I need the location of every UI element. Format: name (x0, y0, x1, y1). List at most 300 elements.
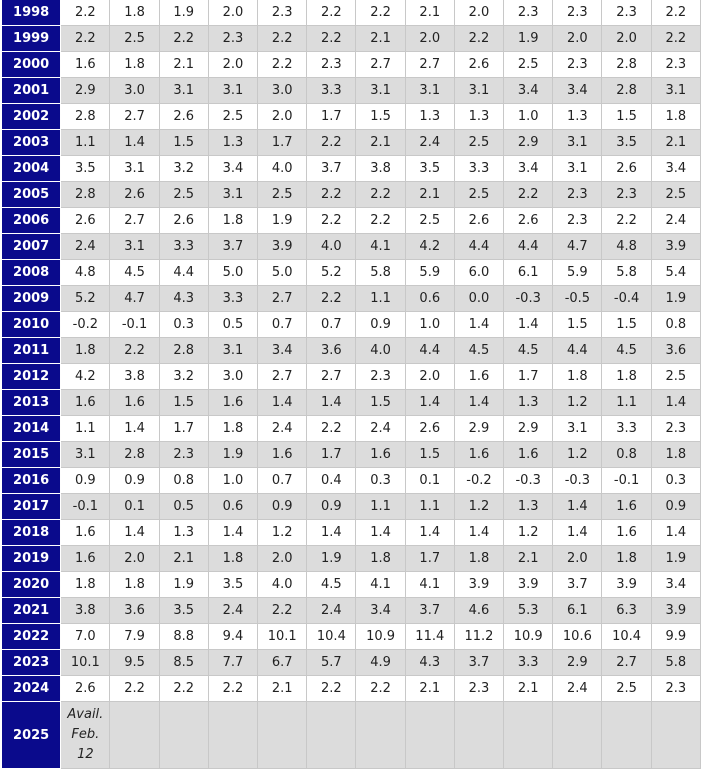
month-value-cell: 1.5 (356, 390, 405, 416)
table-row (2, 468, 701, 494)
table-row (2, 416, 701, 442)
month-value-cell: 4.6 (454, 598, 503, 624)
table-row (2, 676, 701, 702)
month-value-cell: 2.2 (307, 182, 356, 208)
month-value-cell: 2.3 (553, 208, 602, 234)
table-row (2, 156, 701, 182)
annual-value-cell: 2.5 (651, 182, 700, 208)
month-value-cell: 2.8 (602, 78, 651, 104)
table-row (2, 312, 701, 338)
year-cell: 2023 (2, 650, 61, 676)
month-value-cell: 1.0 (504, 104, 553, 130)
month-value-cell: 2.2 (307, 0, 356, 26)
year-cell: 2017 (2, 494, 61, 520)
month-value-cell: 2.2 (307, 676, 356, 702)
month-value-cell: 2.4 (61, 234, 110, 260)
year-cell: 2002 (2, 104, 61, 130)
month-value-cell: 1.2 (553, 390, 602, 416)
month-value-cell: 2.8 (159, 338, 208, 364)
availability-note-line: Feb. (71, 727, 100, 742)
month-value-cell: 1.6 (602, 494, 651, 520)
annual-value-cell: 3.4 (651, 156, 700, 182)
month-value-cell: 4.7 (553, 234, 602, 260)
month-value-cell: 6.7 (258, 650, 307, 676)
month-value-cell: 5.9 (405, 260, 454, 286)
month-value-cell: 10.4 (602, 624, 651, 650)
month-value-cell: 1.3 (208, 130, 257, 156)
annual-value-cell: 1.4 (651, 520, 700, 546)
month-value-cell: 2.0 (602, 26, 651, 52)
annual-value-cell: 2.3 (651, 676, 700, 702)
year-cell: 2003 (2, 130, 61, 156)
month-value-cell: 1.3 (454, 104, 503, 130)
annual-value-cell: 3.4 (651, 572, 700, 598)
month-value-cell: 2.5 (208, 104, 257, 130)
month-value-cell: 1.4 (307, 520, 356, 546)
month-value-cell: 3.1 (61, 442, 110, 468)
month-value-cell: 1.3 (159, 520, 208, 546)
month-value-cell: 2.1 (356, 130, 405, 156)
year-cell: 2007 (2, 234, 61, 260)
table-row (2, 520, 701, 546)
table-row (2, 0, 701, 26)
month-value-cell: 1.2 (258, 520, 307, 546)
month-value-cell: 1.8 (356, 546, 405, 572)
month-value-cell: 2.4 (553, 676, 602, 702)
month-value-cell: 1.1 (405, 494, 454, 520)
month-value-cell: 1.4 (454, 312, 503, 338)
month-value-cell: 1.9 (258, 208, 307, 234)
month-value-cell: 2.5 (504, 52, 553, 78)
month-value-cell: 10.1 (61, 650, 110, 676)
month-value-cell: 2.1 (159, 546, 208, 572)
month-value-cell: 2.8 (61, 182, 110, 208)
month-value-cell: 1.9 (159, 0, 208, 26)
month-value-cell: 1.5 (553, 312, 602, 338)
table-row (2, 260, 701, 286)
month-value-cell: 1.5 (159, 130, 208, 156)
annual-value-cell: 1.9 (651, 286, 700, 312)
month-value-cell: 2.2 (307, 130, 356, 156)
year-cell: 2021 (2, 598, 61, 624)
month-value-cell: 2.3 (602, 182, 651, 208)
month-value-cell: 1.0 (208, 468, 257, 494)
table-row (2, 364, 701, 390)
month-value-cell: 3.1 (405, 78, 454, 104)
month-value-cell: 3.4 (356, 598, 405, 624)
month-value-cell: 10.9 (504, 624, 553, 650)
month-value-cell: 1.9 (159, 572, 208, 598)
month-value-cell: 5.0 (208, 260, 257, 286)
month-value-cell: 2.0 (553, 26, 602, 52)
table-row (2, 546, 701, 572)
table-row (2, 52, 701, 78)
month-value-cell: 1.1 (602, 390, 651, 416)
month-value-cell: 11.2 (454, 624, 503, 650)
annual-value-cell: 3.1 (651, 78, 700, 104)
month-value-cell: 7.9 (110, 624, 159, 650)
month-value-cell: 7.7 (208, 650, 257, 676)
month-value-cell: 3.4 (504, 78, 553, 104)
month-value-cell: 4.4 (454, 234, 503, 260)
month-value-cell: 2.5 (159, 182, 208, 208)
month-value-cell: 2.6 (504, 208, 553, 234)
month-value-cell: 3.3 (208, 286, 257, 312)
table-row (2, 494, 701, 520)
month-value-cell: 2.6 (602, 156, 651, 182)
month-value-cell: 1.6 (258, 442, 307, 468)
month-value-cell: 2.2 (61, 0, 110, 26)
month-value-cell: 3.6 (110, 598, 159, 624)
month-value-cell: 1.6 (61, 546, 110, 572)
month-value-cell: 2.1 (504, 676, 553, 702)
month-value-cell: 1.4 (110, 130, 159, 156)
month-value-cell: 3.5 (405, 156, 454, 182)
month-value-cell: 2.6 (405, 416, 454, 442)
month-value-cell: 3.5 (208, 572, 257, 598)
month-value-cell: 1.9 (504, 26, 553, 52)
month-value-cell: 0.1 (110, 494, 159, 520)
year-cell: 2012 (2, 364, 61, 390)
availability-note-line: Avail. (67, 707, 104, 722)
month-value-cell: 2.7 (110, 208, 159, 234)
month-value-cell: 2.2 (356, 208, 405, 234)
month-value-cell: 1.1 (61, 130, 110, 156)
month-value-cell: 1.6 (454, 364, 503, 390)
month-value-cell: 1.8 (208, 208, 257, 234)
month-value-cell: 1.1 (356, 286, 405, 312)
table-row (2, 624, 701, 650)
month-value-cell: 2.4 (307, 598, 356, 624)
month-value-cell: 2.7 (258, 286, 307, 312)
month-value-cell: -0.2 (454, 468, 503, 494)
month-value-cell: 0.9 (61, 468, 110, 494)
month-value-cell: 2.9 (504, 130, 553, 156)
month-value-cell: 7.0 (61, 624, 110, 650)
month-value-cell: 2.3 (504, 0, 553, 26)
month-value-cell: 1.1 (356, 494, 405, 520)
month-value-cell: 2.2 (307, 208, 356, 234)
month-value-cell: 3.1 (110, 234, 159, 260)
month-value-cell: 2.1 (258, 676, 307, 702)
year-cell: 2001 (2, 78, 61, 104)
month-value-cell: 0.4 (307, 468, 356, 494)
month-value-cell: 5.9 (553, 260, 602, 286)
month-value-cell: 3.9 (602, 572, 651, 598)
month-value-cell: 2.5 (454, 182, 503, 208)
month-value-cell: 3.4 (258, 338, 307, 364)
empty-cell (454, 702, 503, 769)
month-value-cell: 1.8 (110, 52, 159, 78)
annual-value-cell: 3.9 (651, 598, 700, 624)
annual-value-cell: 9.9 (651, 624, 700, 650)
month-value-cell: 2.6 (110, 182, 159, 208)
table-row (2, 130, 701, 156)
empty-cell (159, 702, 208, 769)
month-value-cell: 1.8 (110, 572, 159, 598)
month-value-cell: 3.7 (553, 572, 602, 598)
month-value-cell: 10.6 (553, 624, 602, 650)
month-value-cell: 2.7 (356, 52, 405, 78)
month-value-cell: 2.9 (504, 416, 553, 442)
annual-value-cell: 2.2 (651, 0, 700, 26)
month-value-cell: 2.2 (307, 416, 356, 442)
table-row (2, 650, 701, 676)
month-value-cell: 6.1 (504, 260, 553, 286)
month-value-cell: 2.9 (553, 650, 602, 676)
month-value-cell: 1.4 (553, 520, 602, 546)
month-value-cell: 1.3 (504, 494, 553, 520)
month-value-cell: 2.3 (602, 0, 651, 26)
empty-cell (553, 702, 602, 769)
empty-cell (258, 702, 307, 769)
annual-value-cell: 2.2 (651, 26, 700, 52)
month-value-cell: 4.5 (110, 260, 159, 286)
month-value-cell: 2.2 (110, 338, 159, 364)
empty-cell (504, 702, 553, 769)
annual-value-cell: 2.3 (651, 52, 700, 78)
month-value-cell: 2.1 (405, 0, 454, 26)
month-value-cell: 5.2 (61, 286, 110, 312)
annual-value-cell: 2.4 (651, 208, 700, 234)
month-value-cell: 2.6 (159, 104, 208, 130)
table-row (2, 338, 701, 364)
month-value-cell: 5.8 (602, 260, 651, 286)
month-value-cell: 1.6 (454, 442, 503, 468)
year-cell: 2011 (2, 338, 61, 364)
month-value-cell: 1.4 (208, 520, 257, 546)
month-value-cell: 2.3 (553, 0, 602, 26)
month-value-cell: 3.1 (553, 156, 602, 182)
month-value-cell: 3.7 (405, 598, 454, 624)
month-value-cell: 2.6 (454, 208, 503, 234)
month-value-cell: 4.4 (553, 338, 602, 364)
year-cell: 2005 (2, 182, 61, 208)
month-value-cell: 4.8 (602, 234, 651, 260)
month-value-cell: 2.3 (307, 52, 356, 78)
month-value-cell: 3.1 (208, 78, 257, 104)
month-value-cell: 1.7 (258, 130, 307, 156)
month-value-cell: 2.1 (405, 182, 454, 208)
month-value-cell: 2.3 (553, 52, 602, 78)
month-value-cell: 3.9 (504, 572, 553, 598)
month-value-cell: 3.6 (307, 338, 356, 364)
month-value-cell: 2.0 (405, 26, 454, 52)
month-value-cell: 2.0 (110, 546, 159, 572)
month-value-cell: 4.1 (356, 234, 405, 260)
month-value-cell: 2.2 (208, 676, 257, 702)
month-value-cell: 2.0 (208, 52, 257, 78)
month-value-cell: 1.8 (454, 546, 503, 572)
annual-value-cell: 0.8 (651, 312, 700, 338)
month-value-cell: 4.9 (356, 650, 405, 676)
month-value-cell: 2.1 (504, 546, 553, 572)
month-value-cell: 3.0 (110, 78, 159, 104)
month-value-cell: 2.8 (61, 104, 110, 130)
month-value-cell: 2.8 (602, 52, 651, 78)
year-cell: 2004 (2, 156, 61, 182)
year-cell: 2013 (2, 390, 61, 416)
month-value-cell: 1.5 (602, 312, 651, 338)
month-value-cell: 2.5 (454, 130, 503, 156)
month-value-cell: 0.9 (110, 468, 159, 494)
empty-cell (405, 702, 454, 769)
month-value-cell: 1.4 (110, 520, 159, 546)
annual-value-cell: 5.4 (651, 260, 700, 286)
year-cell: 2025 (2, 702, 61, 769)
month-value-cell: 3.7 (307, 156, 356, 182)
month-value-cell: 1.3 (553, 104, 602, 130)
month-value-cell: 2.2 (159, 26, 208, 52)
month-value-cell: 2.4 (258, 416, 307, 442)
annual-value-cell: 5.8 (651, 650, 700, 676)
month-value-cell: 1.7 (159, 416, 208, 442)
empty-cell (651, 702, 700, 769)
month-value-cell: 1.9 (208, 442, 257, 468)
month-value-cell: 1.4 (258, 390, 307, 416)
month-value-cell: 3.3 (159, 234, 208, 260)
month-value-cell: 2.3 (356, 364, 405, 390)
month-value-cell: 2.7 (110, 104, 159, 130)
month-value-cell: 10.4 (307, 624, 356, 650)
month-value-cell: 2.3 (553, 182, 602, 208)
year-cell: 1998 (2, 0, 61, 26)
month-value-cell: 2.2 (356, 0, 405, 26)
month-value-cell: 1.3 (504, 390, 553, 416)
year-cell: 2020 (2, 572, 61, 598)
month-value-cell: 3.1 (208, 338, 257, 364)
month-value-cell: 4.4 (504, 234, 553, 260)
table-row (2, 234, 701, 260)
month-value-cell: 2.0 (454, 0, 503, 26)
month-value-cell: 2.2 (258, 26, 307, 52)
availability-note (61, 702, 110, 769)
month-value-cell: 1.8 (602, 364, 651, 390)
month-value-cell: 6.1 (553, 598, 602, 624)
month-value-cell: 2.0 (258, 104, 307, 130)
month-value-cell: 4.5 (602, 338, 651, 364)
month-value-cell: 2.4 (208, 598, 257, 624)
empty-cell (307, 702, 356, 769)
annual-value-cell: 1.4 (651, 390, 700, 416)
month-value-cell: 1.7 (307, 104, 356, 130)
month-value-cell: 1.4 (356, 520, 405, 546)
month-value-cell: 0.7 (307, 312, 356, 338)
month-value-cell: 2.2 (356, 182, 405, 208)
month-value-cell: 0.1 (405, 468, 454, 494)
table-row (2, 182, 701, 208)
inflation-rate-table (1, 0, 701, 769)
month-value-cell: 3.1 (553, 416, 602, 442)
month-value-cell: 2.6 (61, 208, 110, 234)
month-value-cell: 2.3 (208, 26, 257, 52)
month-value-cell: 3.4 (208, 156, 257, 182)
year-cell: 2006 (2, 208, 61, 234)
year-cell: 2016 (2, 468, 61, 494)
year-cell: 2015 (2, 442, 61, 468)
month-value-cell: 2.3 (454, 676, 503, 702)
table-row (2, 572, 701, 598)
month-value-cell: 2.4 (405, 130, 454, 156)
month-value-cell: 0.5 (208, 312, 257, 338)
month-value-cell: 2.6 (61, 676, 110, 702)
month-value-cell: -0.3 (504, 468, 553, 494)
month-value-cell: 3.8 (110, 364, 159, 390)
month-value-cell: -0.2 (61, 312, 110, 338)
month-value-cell: 1.5 (602, 104, 651, 130)
month-value-cell: 4.5 (504, 338, 553, 364)
month-value-cell: 4.1 (356, 572, 405, 598)
month-value-cell: 8.8 (159, 624, 208, 650)
table-row (2, 208, 701, 234)
annual-value-cell: 2.1 (651, 130, 700, 156)
month-value-cell: 1.7 (405, 546, 454, 572)
table-row (2, 390, 701, 416)
table-row (2, 702, 701, 769)
month-value-cell: 1.5 (356, 104, 405, 130)
month-value-cell: 0.7 (258, 312, 307, 338)
month-value-cell: 5.0 (258, 260, 307, 286)
month-value-cell: 3.8 (61, 598, 110, 624)
table-row (2, 442, 701, 468)
month-value-cell: 3.1 (110, 156, 159, 182)
month-value-cell: 1.6 (356, 442, 405, 468)
month-value-cell: 3.0 (208, 364, 257, 390)
table-row (2, 104, 701, 130)
month-value-cell: 1.8 (602, 546, 651, 572)
month-value-cell: 3.2 (159, 364, 208, 390)
month-value-cell: 2.2 (258, 52, 307, 78)
month-value-cell: 1.8 (208, 546, 257, 572)
month-value-cell: 4.5 (454, 338, 503, 364)
month-value-cell: 0.6 (208, 494, 257, 520)
month-value-cell: 1.7 (504, 364, 553, 390)
month-value-cell: 2.5 (405, 208, 454, 234)
month-value-cell: 4.2 (405, 234, 454, 260)
annual-value-cell: 3.6 (651, 338, 700, 364)
month-value-cell: -0.1 (602, 468, 651, 494)
month-value-cell: 0.6 (405, 286, 454, 312)
month-value-cell: 9.4 (208, 624, 257, 650)
month-value-cell: 3.5 (61, 156, 110, 182)
month-value-cell: 4.8 (61, 260, 110, 286)
month-value-cell: 2.1 (356, 26, 405, 52)
year-cell: 2009 (2, 286, 61, 312)
month-value-cell: 6.0 (454, 260, 503, 286)
month-value-cell: 1.8 (61, 338, 110, 364)
month-value-cell: 1.6 (504, 442, 553, 468)
month-value-cell: 1.7 (307, 442, 356, 468)
month-value-cell: 1.4 (405, 520, 454, 546)
month-value-cell: 4.0 (307, 234, 356, 260)
month-value-cell: 4.5 (307, 572, 356, 598)
month-value-cell: 2.3 (159, 442, 208, 468)
month-value-cell: 1.6 (61, 52, 110, 78)
year-cell: 2000 (2, 52, 61, 78)
month-value-cell: 0.5 (159, 494, 208, 520)
month-value-cell: 0.8 (602, 442, 651, 468)
month-value-cell: 3.5 (602, 130, 651, 156)
month-value-cell: 2.6 (159, 208, 208, 234)
month-value-cell: 2.7 (258, 364, 307, 390)
table-row (2, 598, 701, 624)
month-value-cell: 3.4 (553, 78, 602, 104)
month-value-cell: 8.5 (159, 650, 208, 676)
month-value-cell: 6.3 (602, 598, 651, 624)
month-value-cell: 1.0 (405, 312, 454, 338)
month-value-cell: 0.7 (258, 468, 307, 494)
month-value-cell: 5.8 (356, 260, 405, 286)
